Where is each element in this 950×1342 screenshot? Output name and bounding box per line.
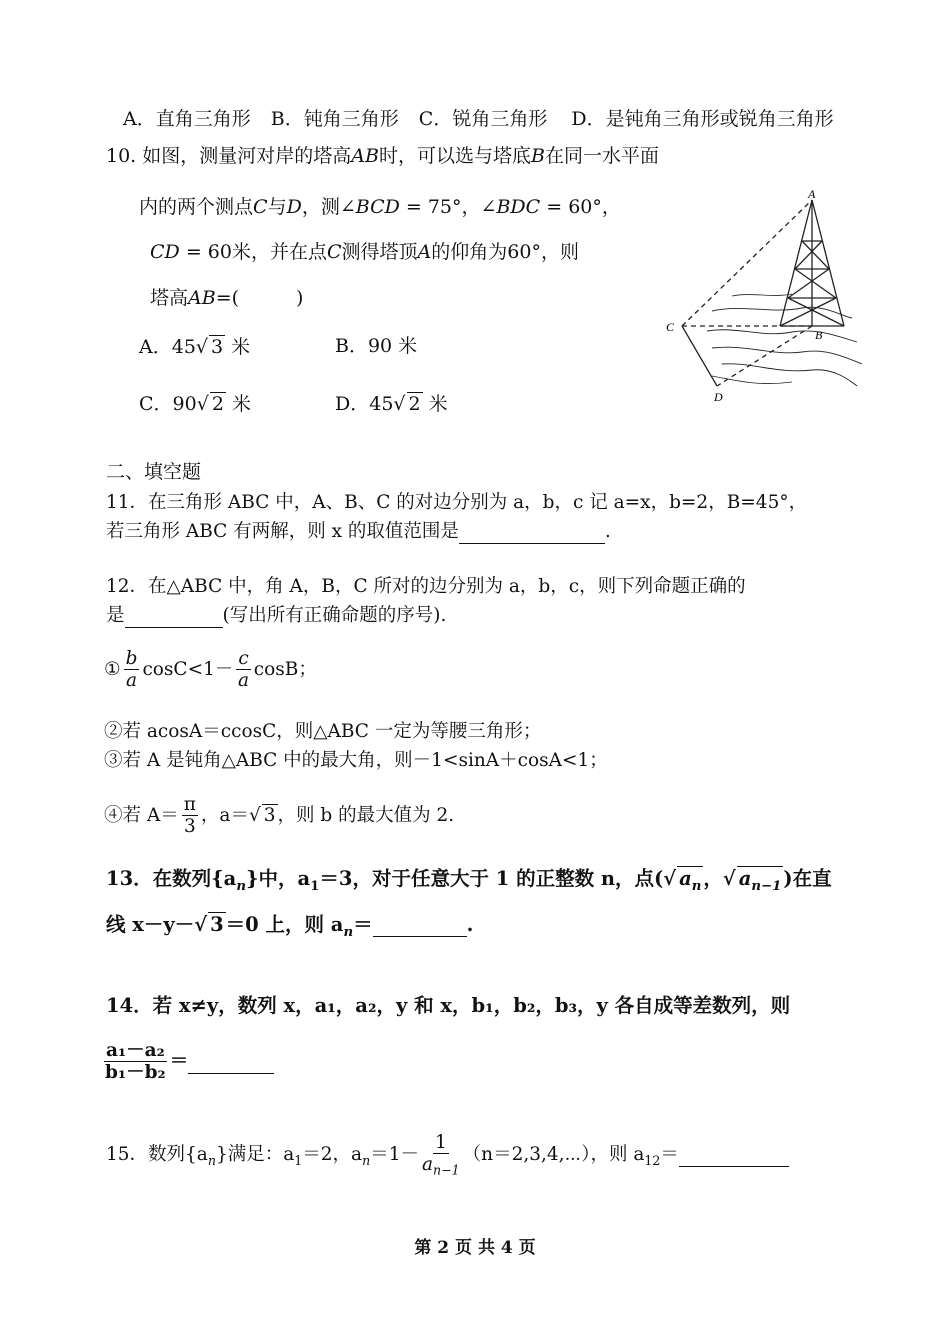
q10-text: 的仰角为60°，则 — [431, 241, 579, 263]
q9-option-a: A．直角三角形 — [123, 108, 251, 130]
fraction-den: a — [238, 670, 250, 692]
q10-var-a: A — [417, 241, 432, 263]
fraction — [104, 1040, 167, 1084]
fraction-num: 1 — [434, 1132, 447, 1153]
q12-answer-blank[interactable] — [125, 605, 223, 628]
q13-text: }中，a — [245, 867, 311, 890]
fraction-den: b₁－b₂ — [105, 1062, 166, 1084]
q10-text: 米，并在点 — [231, 241, 327, 263]
q13-sqrt-an: $a_n$ — [679, 867, 702, 894]
q10-option-d-value: 45 — [369, 393, 394, 415]
fraction — [236, 648, 250, 692]
sqrt-symbol — [197, 393, 209, 415]
q10-angle-bdc: ∠BDC = 60° — [480, 196, 602, 218]
fraction-den: 3 — [183, 816, 196, 838]
q12-item4-text: ，a＝ — [200, 804, 249, 826]
q15-text: }满足：a — [215, 1144, 295, 1166]
fig-label-b: B — [815, 328, 823, 342]
q10-option-c-label: C． — [139, 393, 173, 415]
fig-label-d: D — [714, 390, 723, 404]
q11-answer-blank[interactable] — [459, 521, 605, 544]
q13-text: ＝3，对于任意大于 1 的正整数 n，点( — [319, 867, 664, 890]
fraction — [124, 648, 140, 692]
q10-line2: 内的两个测点C与D，测∠BCD = 75°，∠BDC = 60°， — [139, 196, 621, 218]
q13-text: 线 x－y－ — [106, 913, 195, 936]
q12-item2: ②若 acosA＝ccosC，则△ABC 一定为等腰三角形； — [104, 721, 542, 742]
q10-var-ab2: AB — [188, 287, 216, 309]
q10-var-d: D — [286, 196, 302, 218]
fraction-den: $a_{n-1}$ — [421, 1154, 460, 1178]
q10-option-d-radicand: 2 — [408, 393, 421, 415]
q10-var-c: C — [253, 196, 268, 218]
q10-option-a — [139, 335, 250, 359]
q11-text: . — [604, 521, 611, 542]
fraction-num: π — [183, 794, 196, 815]
fraction-den: a — [126, 670, 138, 692]
q13-line1: 13．在数列$\{a_n\}$中，$a_1=3$，对于任意大于 1 的正整数 n，点(√ $a_n$ ，√ $a_{n-1}$ )在直 — [106, 866, 832, 895]
q12-item4-text: ，则 b 的最大值为 2. — [277, 804, 455, 826]
q10-text: 10. 如图，测量河对岸的塔高 — [106, 145, 352, 167]
q10-option-c-radicand: 2 — [211, 393, 224, 415]
q14-line1: 14．若 x≠y，数列 x，a₁，a₂，y 和 x，b₁，b₂，b₃，y 各自成等差数列，则 — [106, 994, 791, 1017]
q12-item1-text: cosC<1－ — [142, 658, 234, 680]
q10-option-c-value: 90 — [172, 393, 197, 415]
q12-text: (写出所有正确命题的序号). — [222, 605, 447, 626]
q13-text: . — [466, 913, 474, 936]
sqrt-symbol — [194, 913, 207, 936]
q10-line1 — [106, 145, 659, 168]
q9-option-b: B．钝角三角形 — [270, 108, 399, 130]
q15-text: ＝1－ — [370, 1144, 419, 1166]
q10-option-a-radicand: 3 — [211, 336, 224, 358]
tower-figure — [652, 186, 867, 411]
q12-item4-radicand: 3 — [263, 804, 276, 826]
q10-angle-bcd: ∠BCD = 75° — [339, 196, 462, 218]
q13-text: )在直 — [783, 867, 832, 890]
q10-var-ab: AB — [351, 145, 379, 167]
q10-line4 — [150, 287, 303, 310]
sqrt-symbol — [393, 393, 405, 415]
q10-option-a-value: 45 — [171, 336, 196, 358]
fraction-num: c — [238, 648, 249, 669]
sqrt-symbol — [249, 805, 261, 826]
q12-text: 是 — [106, 605, 125, 626]
sqrt-symbol — [196, 336, 208, 358]
q14-equals: ＝ — [169, 1050, 189, 1072]
section-title: 二、填空题 — [106, 461, 202, 483]
q12-line2 — [106, 605, 446, 628]
q10-option-d-label: D． — [335, 393, 370, 415]
q10-text: ， — [461, 196, 481, 218]
q10-text: 测得塔顶 — [341, 241, 418, 263]
q9-options — [123, 108, 834, 131]
q11-line1: 11．在三角形 ABC 中，A、B、C 的对边分别为 a，b，c 记 a=x，b=2，B=45°， — [106, 492, 808, 513]
q14-answer-blank[interactable] — [188, 1051, 274, 1074]
q15-text: （n＝2,3,4,⋯），则 a — [462, 1144, 645, 1166]
q9-option-c: C．锐角三角形 — [418, 108, 548, 130]
q12-line1: 12．在△ABC 中，角 A，B，C 所对的边分别为 a，b，c，则下列命题正确的 — [106, 576, 746, 597]
fig-label-c: C — [666, 320, 675, 334]
q13-text: 13．在数列{a — [106, 867, 237, 890]
q10-line3 — [150, 241, 579, 264]
q12-item1-prefix: ① — [104, 658, 121, 680]
q13-line2: 线 x－y－√ 3 ＝0 上，则 $a_n=$ . — [106, 912, 473, 941]
q10-cd: CD = 60 — [150, 241, 232, 263]
q12-item4-text: ④若 A＝ — [104, 804, 179, 826]
q11-line2 — [106, 521, 611, 544]
q15-den-text: a — [421, 1154, 434, 1176]
q12-item1-text: cosB； — [253, 658, 317, 680]
q15-text: 15．数列{a — [106, 1144, 208, 1166]
q10-text: 时，可以选与塔底 — [378, 145, 531, 167]
q10-option-a-unit: 米 — [231, 336, 251, 358]
q10-option-b: B．90 米 — [335, 335, 418, 357]
q15-text: ＝2，a — [302, 1144, 363, 1166]
page-footer: 第 2 页 共 4 页 — [414, 1238, 536, 1258]
fraction-num: a₁－a₂ — [106, 1040, 165, 1061]
q10-option-d — [335, 392, 448, 416]
q10-option-c-unit: 米 — [231, 393, 251, 415]
q10-var-b: B — [530, 145, 545, 167]
q10-text: =( ) — [215, 287, 304, 309]
fraction-num: b — [125, 648, 138, 669]
q10-option-a-label: A． — [139, 336, 172, 358]
q10-text: 在同一水平面 — [544, 145, 659, 167]
q15-line: 15．数列$\{a_n\}$满足：$a_1=2$，$a_n=1-$ $\frac{1}{a_{n-1}}$ （n＝2,3,4,⋯），则 $a_{12}=$ — [106, 1132, 789, 1178]
sqrt-symbol — [663, 867, 676, 890]
q12-item4 — [104, 794, 454, 838]
q10-option-d-unit: 米 — [428, 393, 448, 415]
sqrt-symbol — [723, 867, 736, 890]
q9-option-d: D．是钝角三角形或锐角三角形 — [571, 108, 834, 130]
q15-answer-blank[interactable] — [679, 1144, 789, 1167]
q13-sqrt-3: 3 — [210, 913, 224, 936]
q10-var-c2: C — [326, 241, 342, 263]
q10-option-c — [139, 392, 251, 416]
q13-text: ， — [703, 867, 723, 890]
q12-item3: ③若 A 是钝角△ABC 中的最大角，则－1<sinA＋cosA<1； — [104, 750, 608, 771]
fraction — [422, 1132, 460, 1178]
q12-item1 — [104, 648, 317, 692]
q10-text: 内的两个测点 — [139, 196, 254, 218]
q10-text: ，测 — [301, 196, 340, 218]
q11-text: 若三角形 ABC 有两解，则 x 的取值范围是 — [106, 521, 459, 542]
q13-sqrt-an1: $a_{n-1}$ — [738, 867, 782, 894]
q13-answer-blank[interactable] — [373, 913, 467, 937]
q15-text: ＝ — [660, 1144, 679, 1166]
q13-text: ＝0 上，则 a — [225, 913, 344, 936]
q14-line2 — [104, 1040, 274, 1084]
q10-text: 与 — [267, 196, 287, 218]
q13-text: ＝ — [353, 913, 373, 936]
q10-text: 塔高 — [150, 287, 189, 309]
fig-label-a: A — [808, 187, 816, 201]
fraction — [182, 794, 198, 838]
